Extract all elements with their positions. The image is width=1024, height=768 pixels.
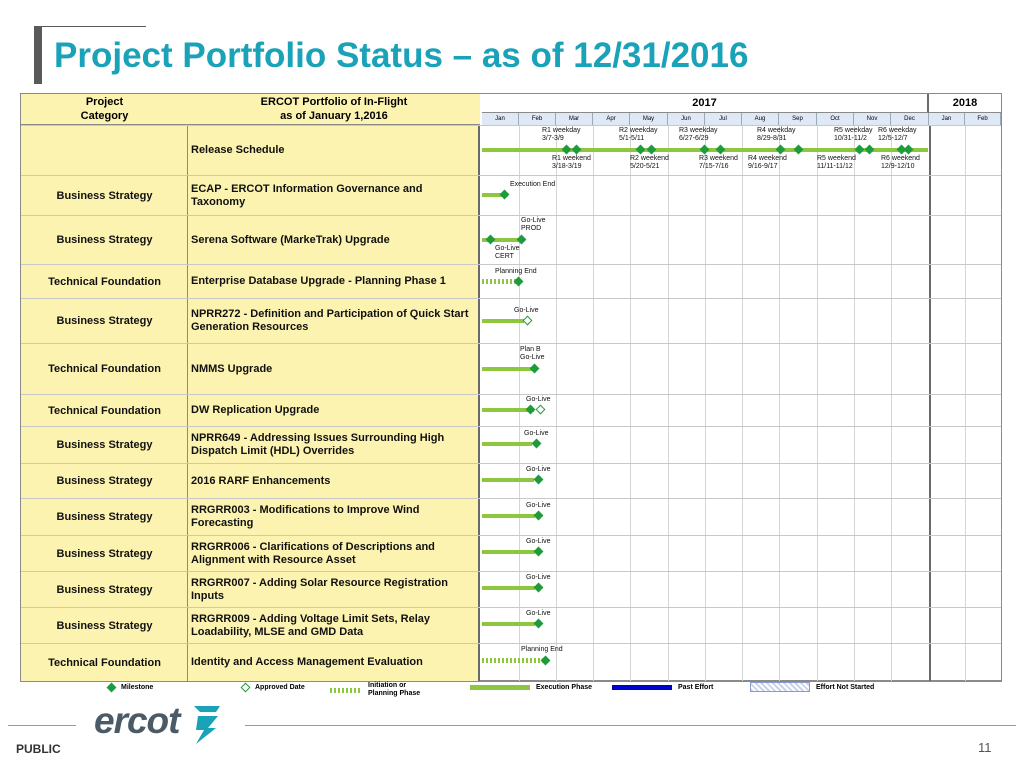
milestone-diamond	[700, 145, 710, 155]
grid-line	[965, 125, 966, 681]
category-header: Project Category	[21, 94, 188, 125]
release-note: R3 weekday 6/27-6/29	[679, 127, 718, 142]
milestone-label: Go-Live	[526, 574, 551, 581]
milestone-diamond	[534, 583, 544, 593]
grid-line	[854, 125, 855, 681]
row-category: Business Strategy	[56, 511, 153, 523]
month-aug: Aug	[742, 113, 779, 125]
milestone-diamond	[865, 145, 875, 155]
milestone-diamond	[904, 145, 914, 155]
legend-milestone: Milestone	[108, 684, 153, 691]
release-note: R1 weekend 3/18-3/19	[552, 155, 591, 170]
milestone-label: Execution End	[510, 181, 556, 188]
year-2018: 2018	[929, 94, 1001, 113]
milestone-diamond	[534, 547, 544, 557]
row-project: RRGRR009 - Adding Voltage Limit Sets, Relay Loadability, MLSE and GMD Data	[191, 612, 430, 638]
milestone-label: Go-Live	[526, 466, 551, 473]
grid-line	[630, 125, 631, 681]
legend	[20, 681, 1002, 701]
initiation-icon	[330, 688, 362, 693]
classification-label: PUBLIC	[16, 742, 61, 756]
release-note: R4 weekday 8/29-8/31	[757, 127, 796, 142]
milestone-label: Planning End	[495, 268, 537, 275]
approved-date-diamond	[523, 316, 533, 326]
execution-bar	[482, 514, 535, 518]
legend-approved: Approved Date	[242, 684, 305, 691]
row-category: Technical Foundation	[48, 275, 161, 288]
ercot-bolt-icon	[190, 704, 224, 744]
grid-line	[668, 125, 669, 681]
legend-initiation: Initiation or Planning Phase	[330, 682, 420, 698]
milestone-diamond	[562, 145, 572, 155]
milestone-label: Go-Live	[526, 502, 551, 509]
execution-icon	[470, 685, 530, 690]
release-note: R2 weekend 5/20-5/21	[630, 155, 669, 170]
milestone-diamond	[855, 145, 865, 155]
milestone-diamond	[541, 656, 551, 666]
row-project: Serena Software (MarkeTrak) Upgrade	[191, 233, 390, 246]
milestone-label: Go-Live	[526, 610, 551, 617]
milestone-label: Go-Live	[514, 307, 539, 314]
milestone-diamond	[532, 439, 542, 449]
portfolio-table	[20, 93, 1002, 681]
row-project: RRGRR006 - Clarifications of Descriptions and Alignment with Resource Asset	[191, 540, 435, 566]
milestone-label: Go-Live PROD	[521, 217, 546, 232]
grid-line	[891, 125, 892, 681]
milestone-label: Go-Live	[526, 396, 551, 403]
execution-bar	[482, 478, 534, 482]
milestone-diamond	[534, 511, 544, 521]
milestone-diamond	[534, 475, 544, 485]
legend-not-started: Effort Not Started	[750, 682, 874, 692]
month-jul: Jul	[705, 113, 742, 125]
not-started-icon	[750, 682, 810, 692]
milestone-diamond	[530, 364, 540, 374]
month-jan-2018: Jan	[929, 113, 965, 125]
execution-bar	[482, 367, 532, 371]
execution-bar	[482, 442, 532, 446]
row-project: Release Schedule	[191, 144, 285, 156]
month-may: May	[630, 113, 668, 125]
approved-date-icon	[241, 683, 251, 693]
grid-line	[742, 125, 743, 681]
row-category: Business Strategy	[56, 189, 153, 202]
month-mar: Mar	[556, 113, 593, 125]
milestone-label: Planning End	[521, 646, 563, 653]
month-jun: Jun	[668, 113, 705, 125]
row-category: Business Strategy	[56, 619, 153, 632]
grid-line	[519, 125, 520, 681]
month-nov: Nov	[854, 113, 891, 125]
row-category: Business Strategy	[56, 547, 153, 560]
initiation-bar	[482, 658, 544, 663]
page-title: Project Portfolio Status – as of 12/31/2016	[54, 36, 749, 75]
grid-line	[779, 125, 780, 681]
milestone-diamond	[716, 145, 726, 155]
milestone-diamond	[514, 277, 524, 287]
release-note: R6 weekend 12/9-12/10	[881, 155, 920, 170]
row-category: Technical Foundation	[48, 656, 161, 669]
row-project: RRGRR007 - Adding Solar Resource Registration Inputs	[191, 576, 448, 602]
row-category: Business Strategy	[56, 583, 153, 596]
milestone-label: Plan B Go-Live	[520, 346, 545, 361]
release-note: R5 weekend 11/11-11/12	[817, 155, 856, 170]
milestone-diamond	[486, 235, 496, 245]
approved-date-diamond	[536, 405, 546, 415]
legend-past: Past Effort	[612, 684, 713, 691]
ercot-logo: ercot	[94, 700, 180, 741]
row-category: Business Strategy	[56, 315, 153, 327]
row-project: Identity and Access Management Evaluation	[191, 656, 423, 668]
milestone-diamond	[572, 145, 582, 155]
release-note: R3 weekend 7/15-7/16	[699, 155, 738, 170]
milestone-label: Go-Live	[524, 430, 549, 437]
past-effort-icon	[612, 685, 672, 690]
grid-line	[817, 125, 818, 681]
row-category	[21, 126, 188, 175]
milestone-diamond	[794, 145, 804, 155]
row-project: DW Replication Upgrade	[191, 404, 320, 416]
month-jan: Jan	[482, 113, 519, 125]
execution-bar	[482, 586, 535, 590]
page-number: 11	[978, 740, 992, 755]
row-category: Technical Foundation	[48, 363, 161, 375]
release-note: R6 weekday 12/5-12/7	[878, 127, 917, 142]
row-category: Business Strategy	[56, 439, 153, 451]
month-oct: Oct	[817, 113, 854, 125]
execution-bar	[482, 319, 524, 323]
release-note: R2 weekday 5/1-5/11	[619, 127, 658, 142]
month-feb-2018: Feb	[965, 113, 1001, 125]
row-category: Business Strategy	[56, 234, 153, 246]
row-project: NPRR649 - Addressing Issues Surrounding High Dispatch Limit (HDL) Overrides	[191, 432, 445, 457]
milestone-diamond	[534, 619, 544, 629]
grid-line	[556, 125, 557, 681]
milestone-diamond	[776, 145, 786, 155]
title-accent-line	[34, 26, 146, 27]
release-note: R4 weekend 9/16-9/17	[748, 155, 787, 170]
month-feb: Feb	[519, 113, 556, 125]
month-sep: Sep	[779, 113, 817, 125]
row-category: Technical Foundation	[48, 404, 161, 417]
month-dec: Dec	[891, 113, 929, 125]
execution-bar	[482, 550, 535, 554]
title-accent-bar	[34, 26, 42, 84]
release-note: R5 weekday 10/31-11/2	[834, 127, 873, 142]
milestone-diamond	[636, 145, 646, 155]
release-note: R1 weekday 3/7-3/9	[542, 127, 581, 142]
row-project: NMMS Upgrade	[191, 362, 273, 375]
milestone-diamond	[500, 190, 510, 200]
portfolio-header: ERCOT Portfolio of In-Flight as of January 1,2016	[188, 94, 480, 125]
month-apr: Apr	[593, 113, 630, 125]
row-category: Business Strategy	[56, 475, 153, 487]
row-project: Enterprise Database Upgrade - Planning Phase 1	[191, 275, 446, 287]
row-project: ECAP - ERCOT Information Governance and Taxonomy	[191, 182, 423, 208]
milestone-label: Go-Live CERT	[495, 245, 520, 260]
grid-line	[593, 125, 594, 681]
execution-bar	[482, 622, 535, 626]
footer-line	[8, 725, 76, 726]
year-2017: 2017	[482, 94, 929, 113]
milestone-icon	[107, 683, 117, 693]
milestone-label: Go-Live	[526, 538, 551, 545]
year-divider	[929, 125, 931, 681]
row-project: 2016 RARF Enhancements	[191, 474, 331, 487]
milestone-diamond	[647, 145, 657, 155]
grid-line	[705, 125, 706, 681]
row-project: RRGRR003 - Modifications to Improve Wind Forecasting	[191, 504, 420, 529]
footer-line	[245, 725, 1016, 726]
legend-execution: Execution Phase	[470, 684, 592, 691]
row-project: NPRR272 - Definition and Participation of Quick Start Generation Resources	[191, 308, 469, 333]
milestone-diamond	[526, 405, 536, 415]
